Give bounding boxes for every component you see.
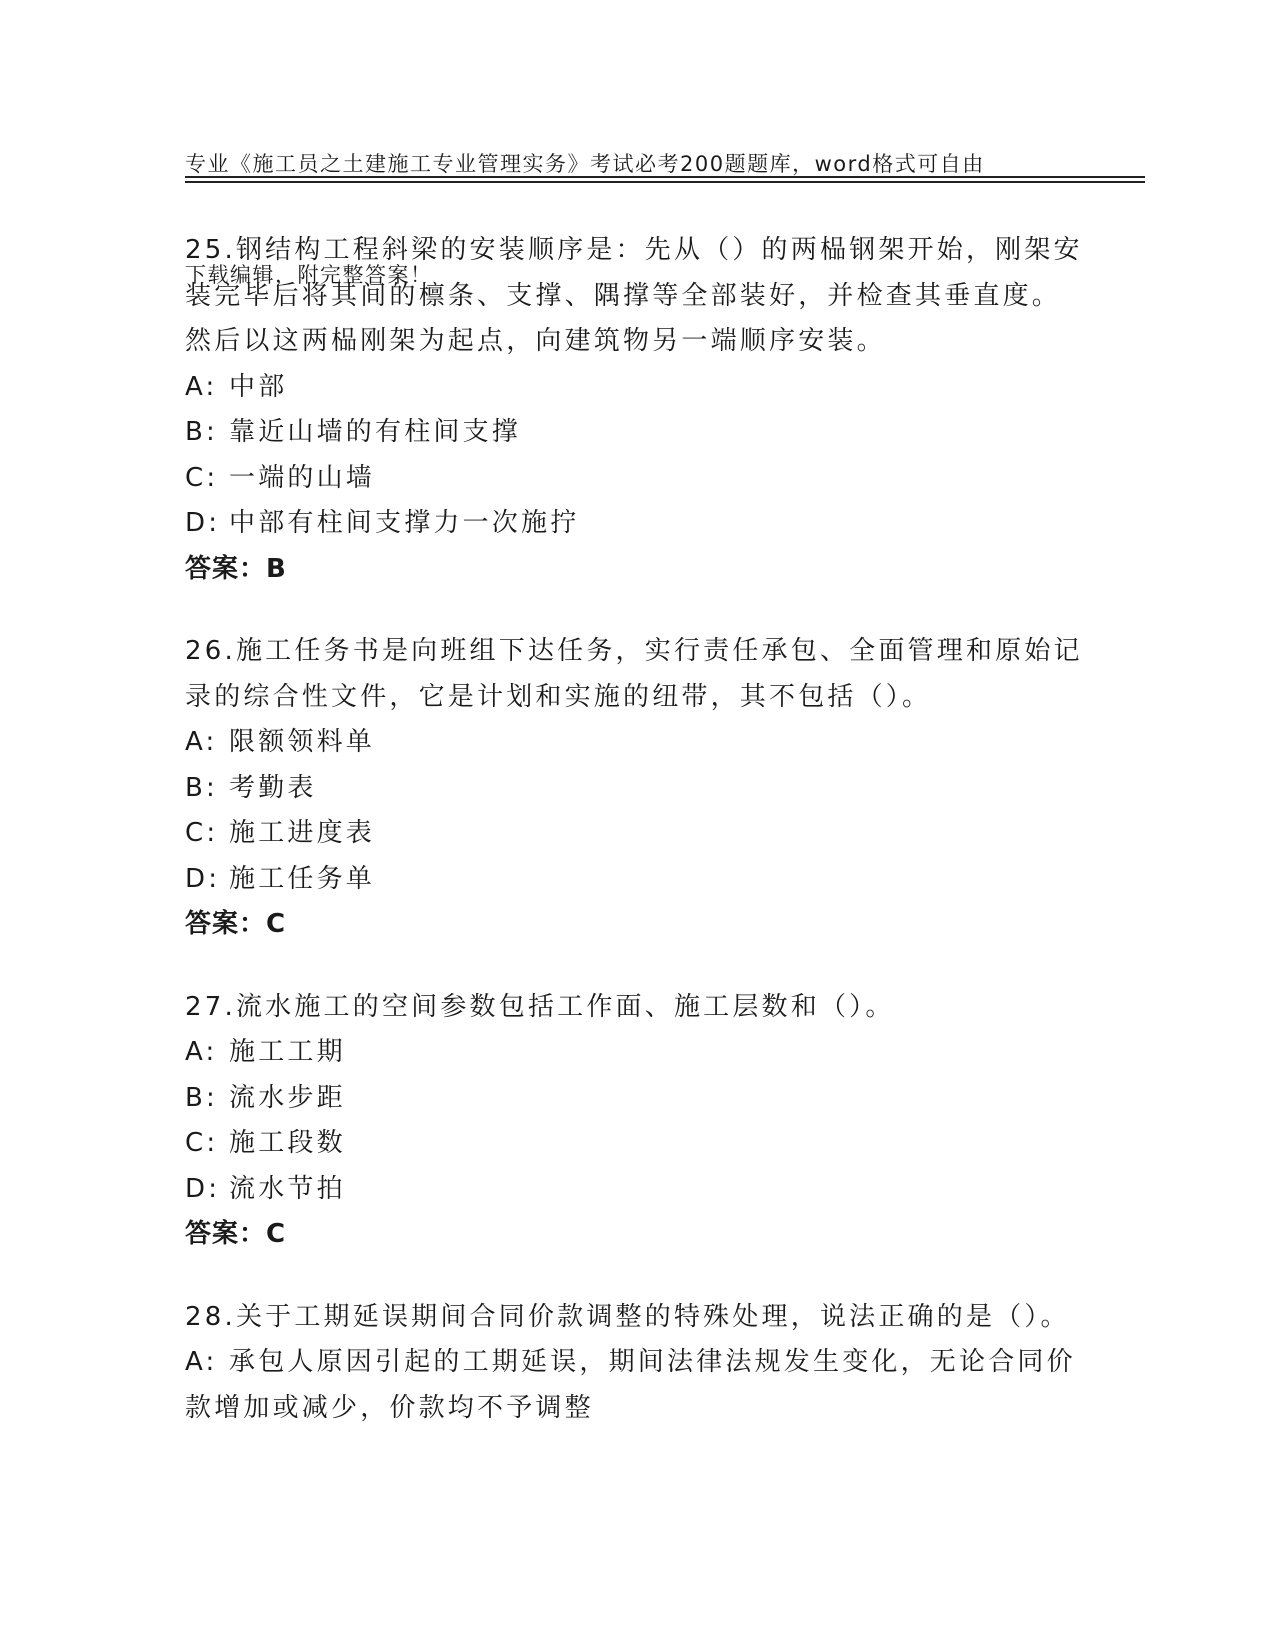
option-key: A: [185,1037,218,1067]
option-text: 流水节拍 [229,1173,346,1204]
option-key: C: [185,1128,219,1158]
option-text: 承包人原因引起的工期延误，期间法律法规发生变化，无论合同价 [229,1347,1076,1377]
option-text: 中部有柱间支撑力一次施拧 [229,508,580,538]
option-key: D: [185,1173,221,1204]
answer: 答案：B [185,553,287,584]
question-26 [185,629,1085,948]
option-key: C: [185,818,219,848]
option-c [185,456,1085,502]
question-text: 25.钢结构工程斜梁的安装顺序是：先从（）的两榀钢架开始，刚架安 [185,235,1083,265]
option-a [185,1340,1085,1386]
header-line: 下载编辑，附完整答案！ [185,263,433,287]
option-a [185,1030,1085,1076]
question-28 [185,1295,1085,1432]
option-d [185,1167,1085,1213]
option-text: 施工任务单 [229,863,376,894]
option-text: 靠近山墙的有柱间支撑 [229,417,522,447]
option-b [185,410,1085,456]
question-text: 然后以这两榀刚架为起点，向建筑物另一端顺序安装。 [185,326,886,356]
option-b [185,1076,1085,1122]
header-divider-top [185,176,1145,178]
option-text: 考勤表 [229,772,317,803]
option-key: B: [185,417,218,447]
answer: 答案：C [185,909,287,939]
option-b [185,766,1085,812]
option-key: C: [185,462,219,493]
header-divider-bottom [185,181,1145,183]
question-text: 28.关于工期延误期间合同价款调整的特殊处理，说法正确的是（）。 [185,1301,1070,1332]
option-d [185,857,1085,903]
option-key: A: [185,1347,218,1377]
option-text: 限额领料单 [229,727,376,757]
option-text: 一端的山墙 [229,462,376,493]
question-text: 27.流水施工的空间参数包括工作面、施工层数和（）。 [185,991,895,1022]
question-list [185,228,1085,1468]
option-text: 款增加或减少，价款均不予调整 [185,1392,594,1423]
question-text: 26.施工任务书是向班组下达任务，实行责任承包、全面管理和原始记 [185,636,1083,666]
question-text: 装完毕后将其间的檩条、支撑、隅撑等全部装好，并检查其垂直度。 [185,280,1062,311]
option-text: 施工进度表 [229,818,376,848]
option-a [185,720,1085,766]
question-text: 录的综合性文件，它是计划和实施的纽带，其不包括（）。 [185,681,932,712]
question-25 [185,228,1085,592]
option-key: A: [185,727,218,757]
option-a-continued [185,1386,1085,1432]
question-27 [185,985,1085,1258]
option-key: D: [185,863,221,894]
answer: 答案：C [185,1219,287,1249]
option-d [185,501,1085,547]
option-c [185,811,1085,857]
option-text: 施工段数 [229,1128,346,1158]
option-text: 中部 [229,371,288,402]
option-key: B: [185,772,218,803]
option-text: 施工工期 [229,1037,346,1067]
option-key: A: [185,371,218,402]
option-key: B: [185,1082,218,1113]
option-text: 流水步距 [229,1082,346,1113]
option-key: D: [185,508,221,538]
option-c [185,1121,1085,1167]
option-a [185,365,1085,411]
header-line: 专业《施工员之土建施工专业管理实务》考试必考200题题库，word格式可自由 [185,152,985,176]
